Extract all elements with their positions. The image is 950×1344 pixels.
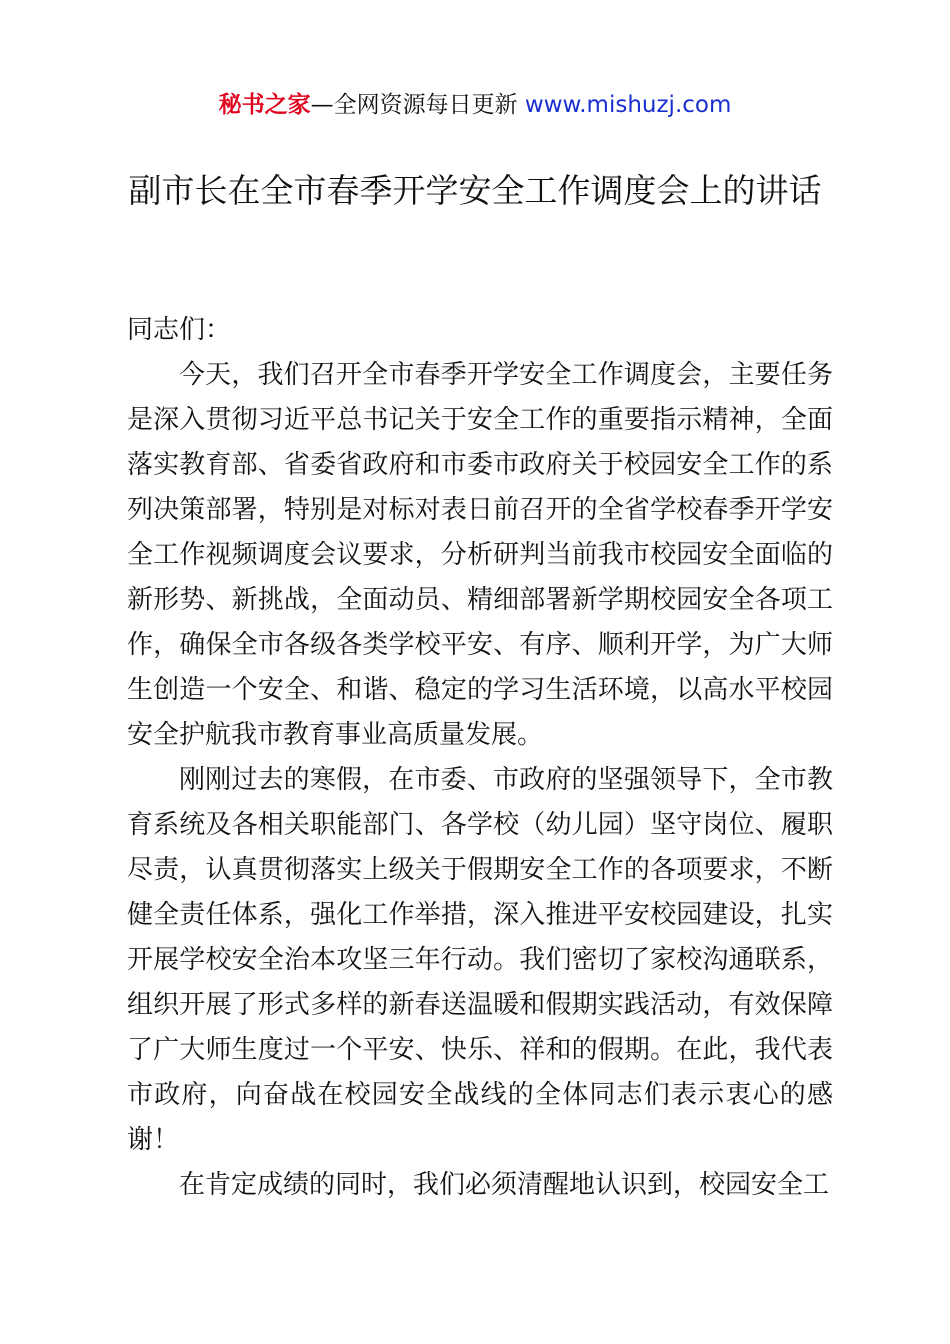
site-url-link[interactable]: www.mishuzj.com [524,92,732,118]
document-body [127,308,833,1208]
paragraph: 在肯定成绩的同时，我们必须清醒地认识到，校园安全工 [179,1170,830,1200]
site-header [0,88,950,122]
brand-name: 秘书之家 [218,92,311,118]
header-tagline: —全网资源每日更新 [310,92,518,118]
paragraph: 今天，我们召开全市春季开学安全工作调度会，主要任务是深入贯彻习近平总书记关于安全工作的重要指示精神，全面落实教育部、省委省政府和市委市政府关于校园安全工作的系列决策部署，特别是对标对表日前召开的全省学校春季开学安全工作视频调度会议要求，分析研判当前我市校园安全面临的新形势、新挑战，全面动员、精细部署新学期校园安全各项工作，确保全市各级各类学校平安、有序、顺利开学，为广大师生创造一个安全、和谐、稳定的学习生活环境，以高水平校园安全护航我市教育事业高质量发展。 [127,360,833,750]
document-title: 副市长在全市春季开学安全工作调度会上的讲话 [128,171,822,210]
paragraph: 刚刚过去的寒假，在市委、市政府的坚强领导下，全市教育系统及各相关职能部门、各学校（幼儿园）坚守岗位、履职尽责，认真贯彻落实上级关于假期安全工作的各项要求，不断健全责任体系，强化工作举措，深入推进平安校园建设，扎实开展学校安全治本攻坚三年行动。我们密切了家校沟通联系，组织开展了形式多样的新春送温暖和假期实践活动，有效保障了广大师生度过一个平安、快乐、祥和的假期。在此，我代表市政府，向奋战在校园安全战线的全体同志们表示衷心的感谢！ [127,765,833,1155]
salutation: 同志们： [127,315,232,345]
